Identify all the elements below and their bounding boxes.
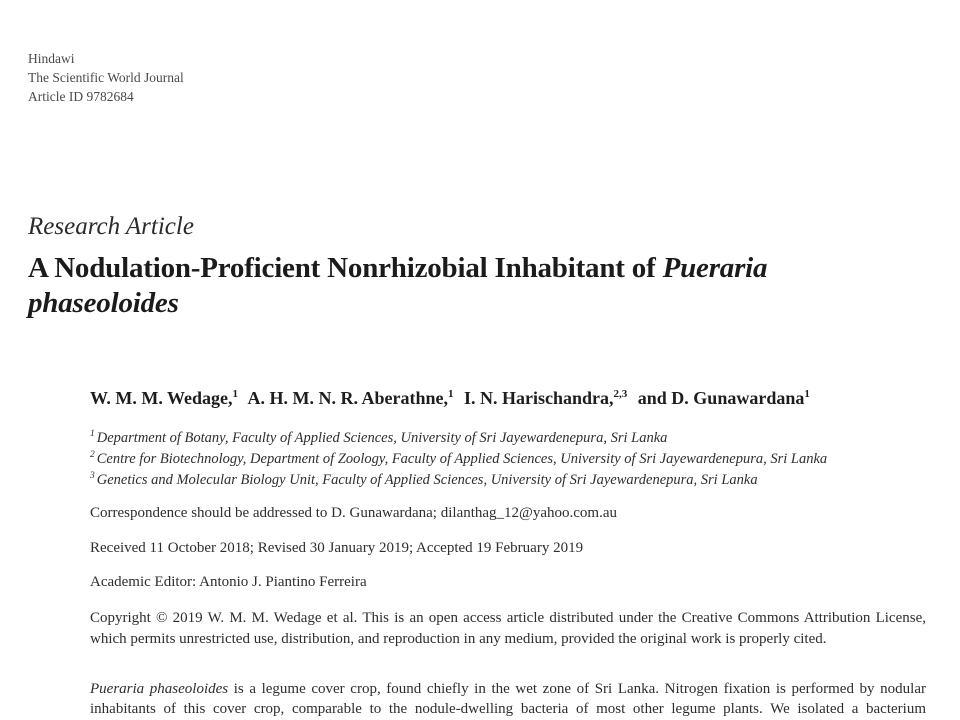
article-title (28, 251, 938, 321)
author-name: I. N. Harischandra,$^{2,3}$ (464, 388, 628, 408)
affiliation-item: $^3$ Genetics and Molecular Biology Unit, Faculty of Applied Sciences, University of Sri Jayewardenepura, Sri Lanka (90, 471, 758, 488)
journal-header (28, 49, 184, 106)
publisher-name: Hindawi (28, 51, 75, 66)
copyright-notice: Copyright © 2019 W. M. M. Wedage et al. This is an open access article distributed under the Creative Commons Attribution License, which permits unrestricted use, distribution, and reproduction in any medium, provided the original work is properly cited. (90, 610, 926, 647)
affiliation-list (90, 428, 827, 491)
affiliation-number: 3 (90, 471, 95, 482)
correspondence-email[interactable]: dilanthag_12@yahoo.com.au (440, 505, 618, 521)
editor-line: Academic Editor: Antonio J. Piantino Ferreira (90, 574, 367, 590)
author-line (90, 388, 810, 409)
affiliation-item: $^1$ Department of Botany, Faculty of Applied Sciences, University of Sri Jayewardenepura, Sri Lanka (90, 429, 668, 446)
affiliation-superscript: 2,3 (613, 388, 628, 400)
author-name: A. H. M. N. R. Aberathne,$^1$ (247, 388, 454, 408)
affiliation-superscript: 1 (448, 388, 454, 400)
correspondence-line: Correspondence should be addressed to D. Gunawardana; dilanthag_12@yahoo.com.au (90, 505, 618, 521)
title-text: A Nodulation-Proficient Nonrhizobial Inhabitant of (28, 252, 663, 284)
affiliation-number: 2 (90, 450, 95, 461)
species-name-title-line2: phaseoloides (28, 287, 179, 319)
author-name: W. M. M. Wedage,$^1$ (90, 388, 238, 408)
affiliation-number: 1 (90, 429, 95, 440)
abstract-text: Pueraria phaseoloides is a legume cover crop, found chiefly in the wet zone of Sri Lanka. Nitrogen fixation is performed by nodular inhabitants of this cover crop, comparable to the nodule-dwelling bacteria of most other legume plants. We isolated a bacterium (90, 681, 926, 717)
article-id: Article ID 9782684 (28, 89, 134, 104)
history-line: Received 11 October 2018; Revised 30 January 2019; Accepted 19 February 2019 (90, 540, 584, 556)
species-name-abstract: Pueraria phaseoloides (90, 681, 229, 697)
affiliation-item: $^2$ Centre for Biotechnology, Department of Zoology, Faculty of Applied Sciences, University of Sri Jayewardenepura, Sri Lanka (90, 450, 828, 467)
affiliation-superscript: 1 (804, 388, 810, 400)
author-name: and D. Gunawardana$^1$ (637, 388, 810, 408)
article-type-label: Research Article (28, 213, 194, 240)
journal-name: The Scientific World Journal (28, 70, 184, 85)
affiliation-superscript: 1 (232, 388, 238, 400)
species-name-title: Pueraria (662, 252, 768, 284)
